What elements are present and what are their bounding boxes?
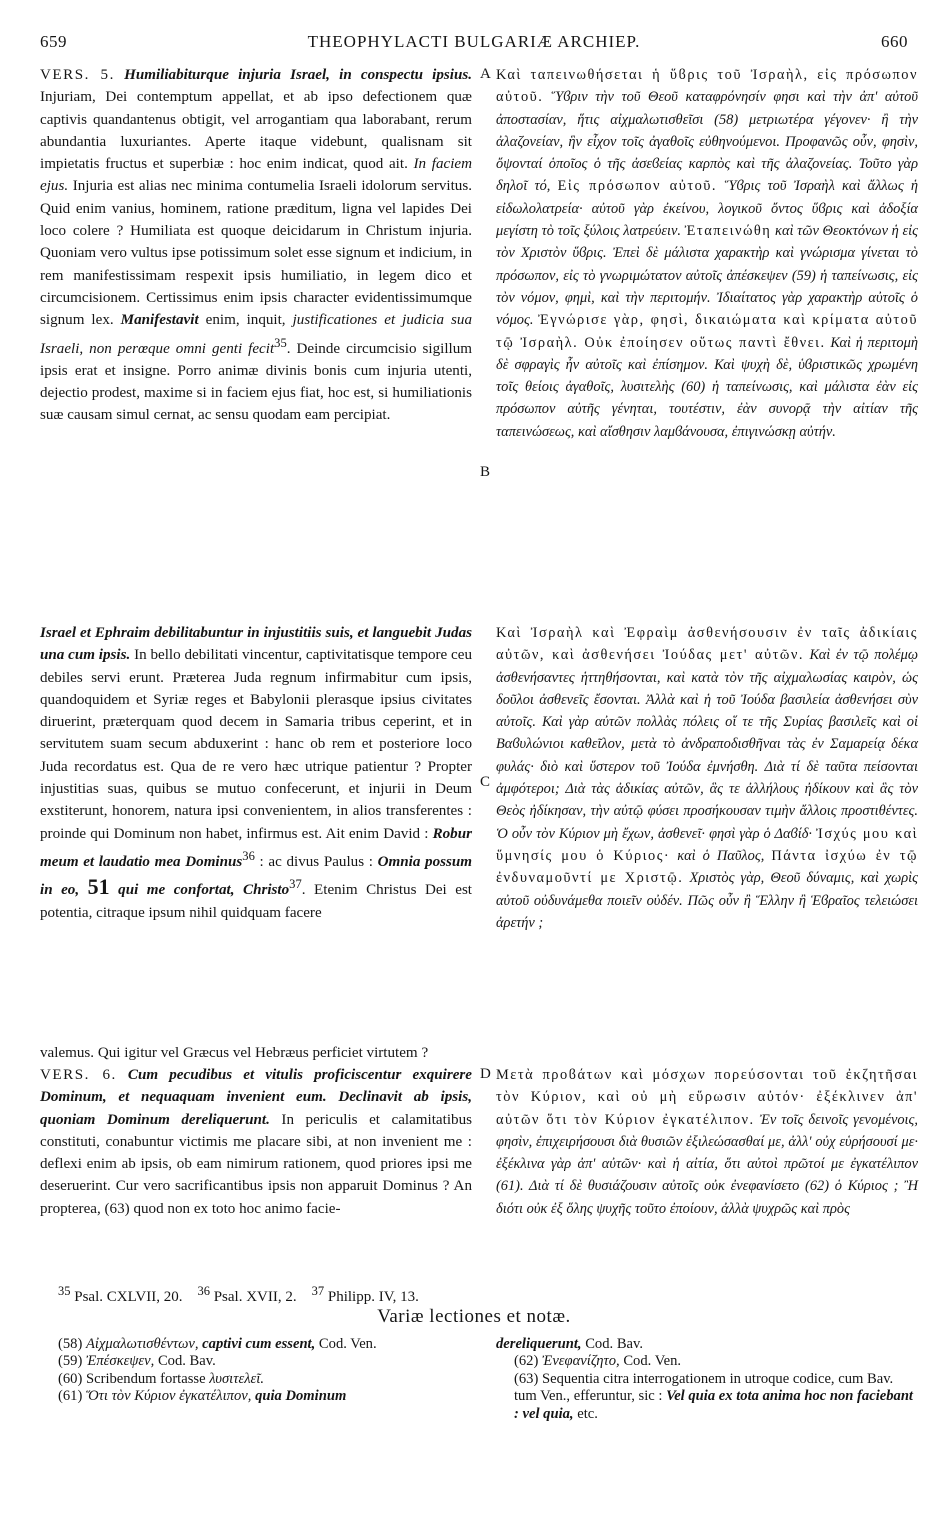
greek-section-verse-5 xyxy=(496,64,918,443)
note-translation: captivi cum essent, xyxy=(202,1336,316,1352)
page-number-right: 660 xyxy=(881,32,908,51)
margin-letter-a: A xyxy=(480,66,491,82)
note-text: Sequentia citra interrogationem in utroque codice, cum Bav. tum Ven., efferuntur, sic : xyxy=(514,1370,894,1405)
footnote-marker: 36 xyxy=(242,848,255,863)
note-number: (59) xyxy=(58,1353,83,1370)
latin-quote: Manifestavit xyxy=(120,312,199,329)
latin-commentary: In periculis et calamitatibus constituti, conabuntur victimis me placare sibi, at non invenient me : deflexi enim ab ipsis, ob eam nimirum rationem, quod priores ipsi me deseruerint. Cur vero sacrificantibus ipsis non apparuit Dominus ? An propterea, (63) quod non ex toto hoc animo facie- xyxy=(40,1111,472,1217)
latin-quote: qui me confortat, Christo xyxy=(118,882,290,899)
page-number-left: 659 xyxy=(40,32,67,51)
note-greek: Αἰχμαλωτισθέντων, xyxy=(85,1336,199,1352)
greek-quote: Ἐγνώρισε γὰρ, φησὶ, δικαιώματα καὶ κρίματα αὐτοῦ τῷ Ἰσραὴλ. Οὐκ ἐποίησεν οὕτως παντὶ ἔθνει. xyxy=(496,312,918,351)
greek-lemma: Μετὰ προϐάτων καὶ μόσχων πορεύσονται τοῦ ἐκζητῆσαι τὸν Κύριον, καὶ οὐ μὴ εὕρωσιν αὐτόν· ἐξέκλινεν ἀπ' αὐτῶν ὅτι τὸν Κύριον ἐγκατέλιπον. xyxy=(496,1067,918,1128)
latin-commentary: Injuriam, Dei contemptum appellat, et ab ipso defectionem quæ captivis quandantenus obtigit, vel arrogantiam qua laborabant, rerum abundantia luxuriantes. Aperte itaque videbunt, qualisnam sit impietatis fructus et superbiæ : hoc enim indicat, quod ait. xyxy=(40,89,472,173)
greek-commentary: Καὶ ἐν τῷ πολέμῳ ἀσθενήσαντες ἡττηθήσονται, καὶ κατὰ τὸν τῆς αἰχμαλωσίας καιρὸν, ὡς δοῦλοι ἀσθενεῖς ἔσονται. Ἀλλὰ καὶ ἡ τοῦ Ἰούδα βασιλεία ἀσθενήσει σὺν αὐτοῖς. Καὶ γὰρ αὐτῶν πολλὰς πόλεις οἵ τε τῆς Συρίας βασιλεῖς καὶ οἱ Βαϐυλώνιοι καθεῖλον, μετὰ τὸ ἀνδραποδισθῆναι τὰς ἐν Σαμαρείᾳ δέκα φυλάς· διὸ καὶ ὕστερον τοῦ Ἰούδα ἐμνήσθη. Διὰ τί δὲ ταῦτα πείσονται ἀμφότεροι; Διὰ τὰς ἀδικίας αὐτῶν, ἃς τε ἀλλήλους ἠδίκουν καὶ ἃς τὸν Θεὸς ἠδίκησαν, τὴν αὐτῷ φύσει προσήκουσαν τιμὴν ἄλλοις προστιθέντες. Ὁ οὖν τὸν Κύριον μὴ ἔχων, ἀσθενεῖ· φησὶ γὰρ ὁ Δαϐίδ· xyxy=(496,647,918,842)
greek-section-verse-6 xyxy=(496,1064,918,1220)
variant-note xyxy=(40,1388,476,1405)
variant-note xyxy=(496,1371,918,1423)
verse-label: VERS. 6. xyxy=(40,1067,117,1083)
variant-note xyxy=(40,1336,476,1353)
latin-quote: Omnia possum in eo, xyxy=(40,854,473,899)
note-greek: Ὅτι τὸν Κύριον ἐγκατέλιπον, xyxy=(85,1388,252,1405)
variant-note-continued xyxy=(496,1336,918,1353)
variant-note xyxy=(40,1371,476,1388)
variae-notes-left xyxy=(40,1336,476,1406)
footnote-marker: 37 xyxy=(289,877,302,892)
latin-commentary: . Deinde circumcisio sigillum ipsis erat et insigne. Porro animæ divinis bonis cum injuria utenti, dejectio prodest, maxime si in faciem ejus fiat, hoc est, si humiliationis suæ causam simul cernat, ac sensu quodam eam percipiat. xyxy=(40,340,472,424)
latin-lemma: Humiliabiturque injuria Israel, in conspectu ipsius. xyxy=(124,67,472,83)
greek-commentary: Χριστὸς γὰρ, Θεοῦ δύναμις, καὶ χωρὶς αὐτοῦ οὐδυνάμεθα ποιεῖν οὐδέν. Πῶς οὖν ἢ Ἕλλην ἢ Ἑϐραῖος τελειώσει ἀρετήν ; xyxy=(496,870,918,931)
greek-commentary: καὶ τῶν Θεοκτόνων ἡ εἰς τὸν Χριστὸν ὕϐρις. Ἐπεὶ δὲ μάλιστα χαρακτὴρ καὶ γνώρισμα γίνεται τὸ πρόσωπον, εἰς τὸ γνωριμώτατον αὐτοῖς ἀπέσκεψεν (59) ἡ ταπείνωσις, εἰς τὸν νόμον, φημὶ, καὶ τὴν περιτομήν. Ἰδιαίτατος γὰρ χαρακτὴρ αὐτοῖς ὁ νόμος. xyxy=(496,223,918,329)
note-greek: Ἐπέσκεψεν, xyxy=(85,1353,155,1370)
note-greek: Ἐνεφανίζητο, xyxy=(541,1353,620,1370)
latin-commentary: In bello debilitati vincentur, captivitatisque tempore ceu debiles servi erunt. Præterea Juda regnum infirmabitur cum ipsis, quandoquidem et Syriæ reges et Babylonii plerasque ipsius civitates diruerint, præterquam quod decem in Samaria tribus ceperint, et in servitutem suam secum abduxerint : hanc ob rem et posteriore loco Juda recordatus est. Qua de re vero hæc utrique patientur ? Propter injustitias suas, quibus se mutuo confecerunt, et injurii in Deum exstiterunt, honorem, natura ipsi convenientem, in alios transferentes : proinde qui Dominum non habet, infirmus est. Ait enim David : xyxy=(40,647,472,842)
note-source: Cod. Ven. xyxy=(318,1336,377,1352)
greek-commentary: καὶ ὁ Παῦλος, xyxy=(677,847,765,864)
margin-letter-c: C xyxy=(480,774,491,790)
note-number: (61) xyxy=(58,1388,83,1405)
margin-letter-b: B xyxy=(480,464,491,480)
running-title: THEOPHYLACTI BULGARIÆ ARCHIEP. xyxy=(307,32,641,51)
note-source: Cod. Bav. xyxy=(157,1353,216,1370)
note-translation: quia Dominum xyxy=(255,1388,347,1405)
latin-quote: Robur meum et laudatio mea Dominus xyxy=(40,825,472,870)
latin-paragraph xyxy=(40,64,472,427)
variae-title: Variæ lectiones et notæ. xyxy=(377,1306,571,1327)
latin-commentary: enim, inquit, xyxy=(205,312,286,329)
note-greek: λυσιτελεῖ. xyxy=(209,1370,264,1387)
verse-label: VERS. 5. xyxy=(40,67,115,83)
variant-note xyxy=(496,1353,918,1370)
greek-paragraph xyxy=(496,1064,918,1220)
page-header xyxy=(40,32,908,54)
reference-text: Philipp. IV, 13. xyxy=(327,1289,419,1305)
greek-commentary: Ὕϐριν τὴν τοῦ Θεοῦ καταφρόνησίν φησι καὶ τὴν ἀπ' αὐτοῦ ἀποστασίαν, ἥτις αἰχμαλωτισθεῖσι (58) μετριωτέρα γέγονεν· ἢ τὴν ἀλαζονείαν, ἣν εἶχον τοῖς ἀγαθοῖς εὐθηνούμενοι. Προφανῶς οὖν, φησὶν, ὄψονταί ὁποῖος ὁ τῆς ἀσεϐείας καρπὸς καὶ τῆς ἀλαζονείας. Τοῦτο γὰρ δηλοῖ τό, xyxy=(496,89,918,195)
variae-notes-right xyxy=(496,1336,918,1423)
note-number: (58) xyxy=(58,1336,83,1352)
greek-quote: Πάντα ἰσχύω ἐν τῷ ἐνδυναμοῦντί με Χριστῷ. xyxy=(496,847,918,887)
latin-commentary: : ac divus Paulus : xyxy=(259,854,373,870)
greek-quote: Ἰσχύς μου καὶ ὕμνησίς μου ὁ Κύριος· xyxy=(496,825,918,864)
variant-note xyxy=(40,1353,476,1370)
greek-quote: Εἰς πρόσωπον αὐτοῦ. xyxy=(557,178,718,195)
reference-text: Psal. XVII, 2. xyxy=(213,1289,297,1305)
note-number: (63) xyxy=(514,1370,539,1387)
greek-paragraph xyxy=(496,622,918,934)
greek-section-israel-ephraim xyxy=(496,622,918,934)
latin-section-verse-5 xyxy=(40,64,472,427)
greek-commentary: Καὶ ἡ περιτομὴ δὲ σφραγὶς ἦν αὐτοῖς καὶ ἐπίσημον. Καὶ ψυχὴ δὲ, ὑϐριστικῶς χρωμένη τοῖς θείοις ἀγαθοῖς, λυσιτελὴς (60) ἡ ταπείνωσις, καὶ μάλιστα ἐὰν εἰς πρόσωπον αὐτῆς γένηται, τουτέστιν, ἐὰν συνορᾷ τὴν αἰτίαν τῆς ταπεινώσεως, καὶ αἴσθησιν λαμϐάνουσα, ἐπιγινώσκῃ αὐτήν. xyxy=(496,334,918,440)
latin-paragraph xyxy=(40,622,472,924)
latin-quote: In faciem ejus. xyxy=(40,156,472,195)
note-text: Scribendum fortasse xyxy=(85,1370,206,1387)
note-number: (62) xyxy=(514,1353,539,1370)
greek-commentary: Ἐν τοῖς δεινοῖς γενομένοις, φησὶν, ἐπιχειρήσουσι διὰ θυσιῶν ἐξιλεώσασθαί με, ἀλλ' οὐχ εὑρήσουσί με· ἐξέκλινα γὰρ ἀπ' αὐτῶν· καὶ ἡ αἰτία, ὅτι αὐτοὶ πρῶτοί με ἐγκατέλιπον (61). Διὰ τί δὲ θυσιάζουσιν αὐτοῖς οὐκ ἐνεφανίσετο (62) ὁ Κύριος ; Ἢ διότι οὐκ ἐξ ὅλης ψυχῆς τοῦτο ἐποίουν, ἀλλὰ ψυχρῶς καὶ πρὸς xyxy=(496,1111,918,1217)
full-width-line: valemus. Qui igitur vel Græcus vel Hebræus perficiet virtutem ? xyxy=(40,1045,429,1061)
scripture-references xyxy=(58,1284,419,1306)
note-text: etc. xyxy=(577,1405,598,1422)
latin-commentary: Injuria est alias nec minima contumelia Israeli idolorum servitus. Quid enim vanius, hominem, ratione præditum, ligna vel lapides Dei loco colere ? Humiliata est quoque deicidarum in Christum injuria. Quoniam vero vultus ipse potissimum solet esse signum et indicium, in rem manifestissimam respexit ipsis humiliatio, in legem dico et circumcisionem. Certissimus enim ipsis character evidentissimumque signum lex. xyxy=(40,178,472,329)
margin-letter-d: D xyxy=(480,1066,491,1082)
reference-number: 35 xyxy=(58,1284,71,1298)
latin-commentary: . Etenim Christus Dei est potentia, citraque ipsum nihil quidquam facere xyxy=(40,882,473,921)
latin-lemma: Cum pecudibus et vitulis proficiscentur exquirere Dominum, et nequaquam invenient eum. Declinavit ab ipsis, quoniam Dominum dereliquerunt. xyxy=(40,1067,472,1128)
note-translation: Vel quia ex tota anima hoc non faciebant : vel quia, xyxy=(514,1388,913,1422)
reference-number: 36 xyxy=(197,1284,210,1298)
note-source: Cod. Ven. xyxy=(623,1353,682,1370)
reference-number: 37 xyxy=(311,1284,325,1298)
latin-quote: justificationes et judicia sua Israeli, non perœque omni genti fecit xyxy=(40,312,473,357)
column-number: 51 xyxy=(87,874,110,900)
note-translation: dereliquerunt, xyxy=(496,1336,582,1352)
latin-section-israel-ephraim xyxy=(40,622,472,924)
note-source: Cod. Bav. xyxy=(585,1336,644,1352)
latin-lemma: Israel et Ephraim debilitabuntur in injustitiis suis, et languebit Judas una cum ipsis. xyxy=(40,625,472,664)
greek-commentary: Ὕϐρις τοῦ Ἰσραὴλ καὶ ἄλλως ἡ εἰδωλολατρεία· αὐτοῦ γὰρ ἐκείνου, λογικοῦ ὄντος ὕϐρις καὶ ἀδοξία μεγίστη τὸ τοῖς ξύλοις λατρεύειν. xyxy=(496,178,918,240)
greek-paragraph xyxy=(496,64,918,443)
greek-quote: Ἐταπεινώθη xyxy=(684,223,772,240)
greek-lemma: Καὶ ταπεινωθήσεται ἡ ὕϐρις τοῦ Ἰσραὴλ, εἰς πρόσωπον αὐτοῦ. xyxy=(496,67,918,106)
reference-text: Psal. CXLVII, 20. xyxy=(74,1289,183,1305)
latin-paragraph xyxy=(40,1064,472,1220)
footnote-marker: 35 xyxy=(274,335,287,350)
latin-section-verse-6 xyxy=(40,1064,472,1220)
greek-lemma: Καὶ Ἰσραὴλ καὶ Ἐφραὶμ ἀσθενήσουσιν ἐν ταῖς ἀδικίαις αὐτῶν, καὶ ἀσθενήσει Ἰούδας μετ' αὐτῶν. xyxy=(496,625,918,664)
note-number: (60) xyxy=(58,1370,83,1387)
